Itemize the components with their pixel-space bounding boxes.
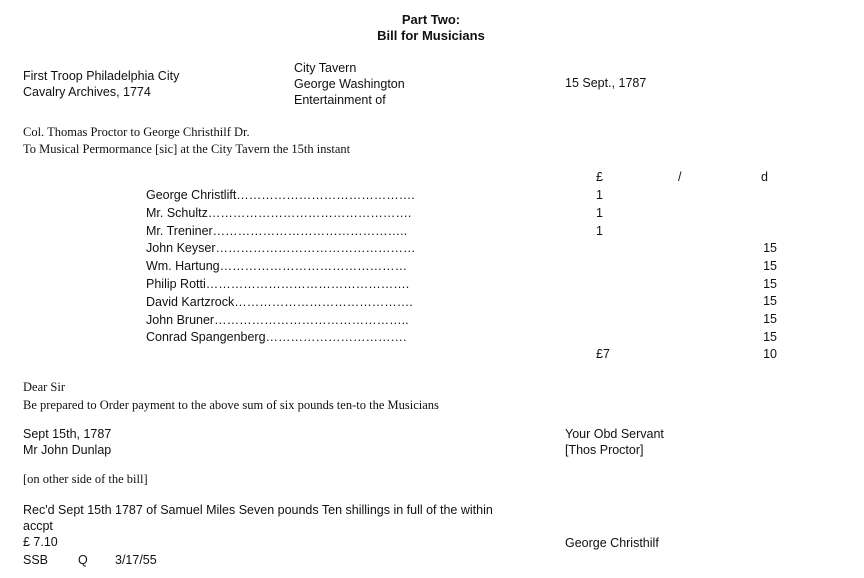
event-line-2: George Washington: [294, 77, 405, 91]
pence-cell: 15: [763, 329, 777, 344]
source-line-2: Cavalry Archives, 1774: [23, 85, 151, 99]
pence-cell: 15: [763, 294, 777, 309]
total-pounds: £7: [596, 347, 610, 361]
intro-block: [23, 124, 350, 158]
letter-salutation: Dear Sir: [23, 380, 65, 394]
musician-pounds: [596, 187, 603, 240]
musician-name: Wm. Hartung………………………………………: [146, 259, 408, 274]
pounds-cell: 1: [596, 188, 603, 202]
letter-body: Be prepared to Order payment to the above sum of six pounds ten-to the Musicians: [23, 398, 439, 412]
receipt-signer: George Christhilf: [565, 536, 659, 550]
event-line-1: City Tavern: [294, 61, 357, 75]
title-line-2: Bill for Musicians: [377, 28, 485, 43]
footer-code: Q: [78, 553, 88, 567]
footer-initials: SSB: [23, 553, 49, 567]
musician-name: Mr. Schultz………………………………………….: [146, 205, 412, 220]
musician-name: Conrad Spangenberg…………………………….: [146, 330, 407, 345]
musician-name: Mr. Treniner………………………………………..: [146, 223, 408, 238]
event-line-3: Entertainment of: [294, 93, 386, 107]
source-block: [23, 68, 179, 100]
letter-block: [23, 378, 439, 414]
column-header-pence: d: [761, 170, 768, 184]
signoff-addressee: Mr John Dunlap: [23, 443, 112, 457]
receipt-amount: £ 7.10: [23, 535, 58, 549]
intro-line-2: To Musical Permormance [sic] at the City Tavern the 15th instant: [23, 142, 351, 156]
reverse-side-note: [on other side of the bill]: [23, 472, 148, 486]
signoff-date: Sept 15th, 1787: [23, 427, 112, 441]
musician-pence: [755, 240, 777, 347]
page-title: [281, 12, 581, 44]
source-line-1: First Troop Philadelphia City: [23, 69, 180, 83]
total-pence: 10: [763, 347, 777, 361]
column-header-shillings: /: [678, 170, 682, 184]
signoff-signature: [Thos Proctor]: [565, 443, 644, 457]
pence-cell: 15: [763, 258, 777, 273]
pence-cell: 15: [763, 312, 777, 327]
footer-date: 3/17/55: [115, 553, 157, 567]
musician-name: George Christlift…………………………………….: [146, 188, 415, 202]
column-header-pounds: £: [596, 170, 603, 184]
pence-cell: 15: [763, 241, 777, 255]
pounds-cell: 1: [596, 223, 603, 238]
musician-names: [146, 187, 415, 347]
receipt-block: [23, 502, 493, 550]
musician-name: Philip Rotti………………………………………….: [146, 276, 410, 291]
bill-date: 15 Sept., 1787: [565, 76, 647, 90]
title-line-1: Part Two:: [401, 12, 461, 27]
receipt-line-2: accpt: [23, 519, 53, 533]
pounds-cell: 1: [596, 205, 603, 220]
musician-name: John Keyser…………………………………………: [146, 241, 416, 256]
signoff-left: [23, 426, 111, 458]
musician-name: David Kartzrock…………………………………….: [146, 294, 413, 309]
musician-name: John Bruner………………………………………..: [146, 312, 409, 327]
signoff-right: [565, 426, 664, 458]
intro-line-1: Col. Thomas Proctor to George Christhilf Dr.: [23, 125, 250, 139]
event-block: [294, 60, 405, 108]
pence-cell: 15: [763, 276, 777, 291]
signoff-closing: Your Obd Servant: [565, 427, 664, 441]
receipt-line-1: Rec'd Sept 15th 1787 of Samuel Miles Seven pounds Ten shillings in full of the within: [23, 503, 493, 517]
